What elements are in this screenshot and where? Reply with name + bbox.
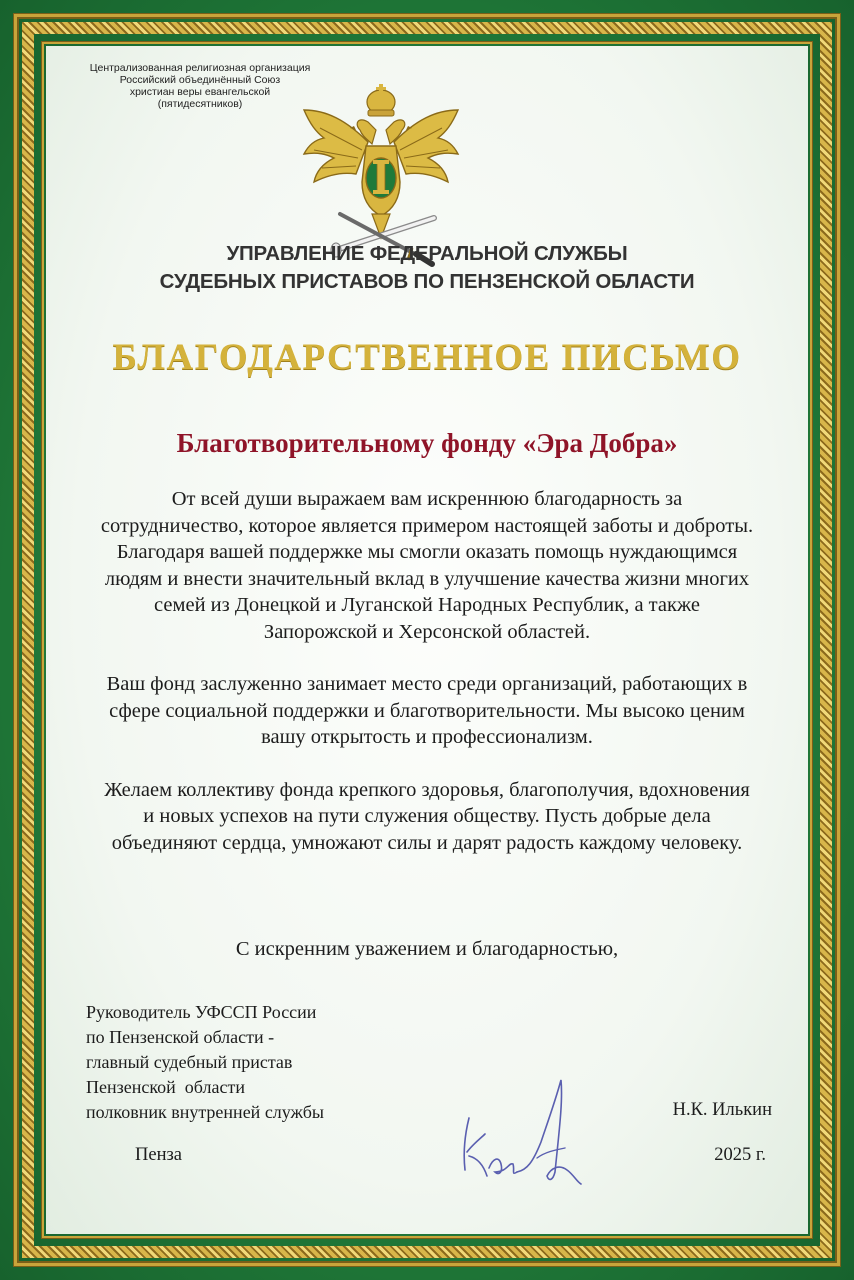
organization-note-line: (пятидесятников) — [157, 98, 243, 110]
position-line: Руководитель УФССП России — [86, 1002, 317, 1022]
organization-note-line: Российский объединённый Союз — [119, 74, 281, 86]
letter-body — [100, 486, 754, 882]
body-paragraph: Ваш фонд заслуженно занимает место среди организаций, работающих в сфере социальной поддержки и благотворительности. Мы высоко ценим вашу открытость и профессионализм. — [106, 673, 748, 748]
signer-position — [86, 1000, 406, 1125]
agency-name — [46, 240, 808, 296]
position-line: Пензенской области — [86, 1077, 245, 1097]
document-title: БЛАГОДАРСТВЕННОЕ ПИСЬМО — [112, 337, 742, 378]
year: 2025 г. — [714, 1145, 766, 1165]
crown-icon — [367, 84, 395, 116]
handwritten-signature-icon — [455, 1072, 585, 1192]
city: Пенза — [135, 1145, 182, 1165]
position-line: полковник внутренней службы — [86, 1102, 324, 1122]
double-headed-eagle-emblem-icon — [296, 50, 466, 270]
body-paragraph: От всей души выражаем вам искреннюю благодарность за сотрудничество, которое является примером настоящей заботы и доброты. Благодаря вашей поддержке мы смогли оказать помощь нуждающимся людям и внести значительный вклад в улучшение качества жизни многих семей из Донецкой и Луганской Народных Республик, а также Запорожской и Херсонской областей. — [100, 488, 754, 643]
organization-note-line: Централизованная религиозная организация — [89, 62, 311, 74]
position-line: главный судебный пристав — [86, 1052, 293, 1072]
recipient-name: Благотворительному фонду «Эра Добра» — [176, 428, 678, 458]
shield-icon — [362, 146, 400, 216]
signer-name: Н.К. Илькин — [672, 1100, 772, 1120]
agency-name-line: УПРАВЛЕНИЕ ФЕДЕРАЛЬНОЙ СЛУЖБЫ — [226, 242, 628, 265]
agency-name-line: СУДЕБНЫХ ПРИСТАВОВ ПО ПЕНЗЕНСКОЙ ОБЛАСТИ — [159, 270, 695, 293]
body-paragraph: Желаем коллективу фонда крепкого здоровья, благополучия, вдохновения и новых успехов на пути служения обществу. Пусть добрые дела объединяют сердца, умножают силы и дарят радость каждому человеку. — [104, 778, 750, 854]
position-line: по Пензенской области - — [86, 1027, 275, 1047]
closing-line: С искренним уважением и благодарностью, — [235, 938, 619, 960]
organization-note-line: христиан веры евангельской — [129, 86, 271, 98]
